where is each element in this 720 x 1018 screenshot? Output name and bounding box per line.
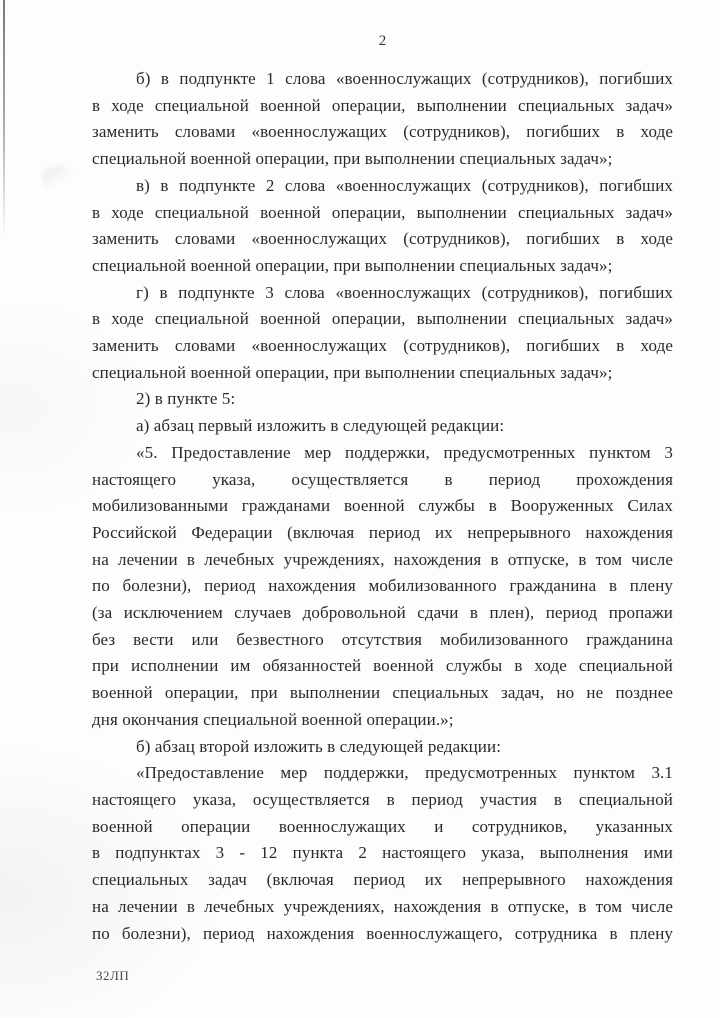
text-line: заменить словами «военнослужащих (сотрудников), погибших в ходе <box>92 336 673 356</box>
text-line: заменить словами «военнослужащих (сотрудников), погибших в ходе <box>92 229 673 249</box>
text-line: специальной военной операции, при выполнении специальных задач»; <box>92 149 613 169</box>
text-line: по болезни), период нахождения мобилизованного гражданина в плену <box>92 576 673 596</box>
paragraph <box>92 413 673 440</box>
text-line: мобилизованными гражданами военной службы в Вооруженных Силах <box>92 496 673 516</box>
text-line: Российской Федерации (включая период их непрерывного нахождения <box>92 522 673 542</box>
text-line: в) в подпункте 2 слова «военнослужащих (сотрудников), погибших <box>136 175 673 195</box>
scan-smudge-artifact <box>39 162 81 198</box>
text-line: военной операции военнослужащих и сотрудников, указанных <box>92 816 673 836</box>
text-line: в подпунктах 3 - 12 пункта 2 настоящего указа, выполнения ими <box>92 843 673 863</box>
text-line: г) в подпункте 3 слова «военнослужащих (сотрудников), погибших <box>136 282 673 302</box>
paragraph <box>92 760 673 947</box>
text-line: «Предоставление мер поддержки, предусмотренных пунктом 3.1 <box>136 763 673 783</box>
text-line: специальной военной операции, при выполнении специальных задач»; <box>92 255 613 275</box>
text-line: 2) в пункте 5: <box>136 389 236 409</box>
text-line: (за исключением случаев добровольной сдачи в плен), период пропажи <box>92 603 673 623</box>
text-line: без вести или безвестного отсутствия мобилизованного гражданина <box>92 629 673 649</box>
text-line: заменить словами «военнослужащих (сотрудников), погибших в ходе <box>92 122 673 142</box>
paragraph <box>92 734 673 761</box>
text-line: по болезни), период нахождения военнослужащего, сотрудника в плену <box>92 923 673 943</box>
text-line: б) абзац второй изложить в следующей редакции: <box>136 736 502 756</box>
text-line: «5. Предоставление мер поддержки, предусмотренных пунктом 3 <box>136 442 673 462</box>
text-line: на лечении в лечебных учреждениях, нахождения в отпуске, в том числе <box>92 896 673 916</box>
text-line: специальных задач (включая период их непрерывного нахождения <box>92 870 673 890</box>
paragraph <box>92 386 673 413</box>
paragraph <box>92 440 673 734</box>
text-line: при исполнении им обязанностей военной службы в ходе специальной <box>92 656 673 676</box>
text-line: б) в подпункте 1 слова «военнослужащих (сотрудников), погибших <box>136 69 673 88</box>
paragraph <box>92 173 673 280</box>
paragraph <box>92 66 673 173</box>
text-line: настоящего указа, осуществляется в период прохождения <box>92 469 673 489</box>
text-line: военной операции, при выполнении специальных задач, но не позднее <box>92 683 673 703</box>
paragraph <box>92 280 673 387</box>
text-line: на лечении в лечебных учреждениях, нахождения в отпуске, в том числе <box>92 549 673 569</box>
page-number: 2 <box>378 33 387 49</box>
text-line: в ходе специальной военной операции, выполнении специальных задач» <box>92 95 673 115</box>
document-body <box>92 66 673 947</box>
footer-code: 32ЛП <box>96 968 130 983</box>
text-line: специальной военной операции, при выполнении специальных задач»; <box>92 362 613 382</box>
scan-edge-artifact <box>3 0 5 238</box>
text-line: в ходе специальной военной операции, выполнении специальных задач» <box>92 202 673 222</box>
text-line: настоящего указа, осуществляется в период участия в специальной <box>92 789 673 809</box>
text-line: дня окончания специальной военной операции.»; <box>92 709 454 729</box>
text-line: в ходе специальной военной операции, выполнении специальных задач» <box>92 309 673 329</box>
text-line: а) абзац первый изложить в следующей редакции: <box>136 416 505 436</box>
